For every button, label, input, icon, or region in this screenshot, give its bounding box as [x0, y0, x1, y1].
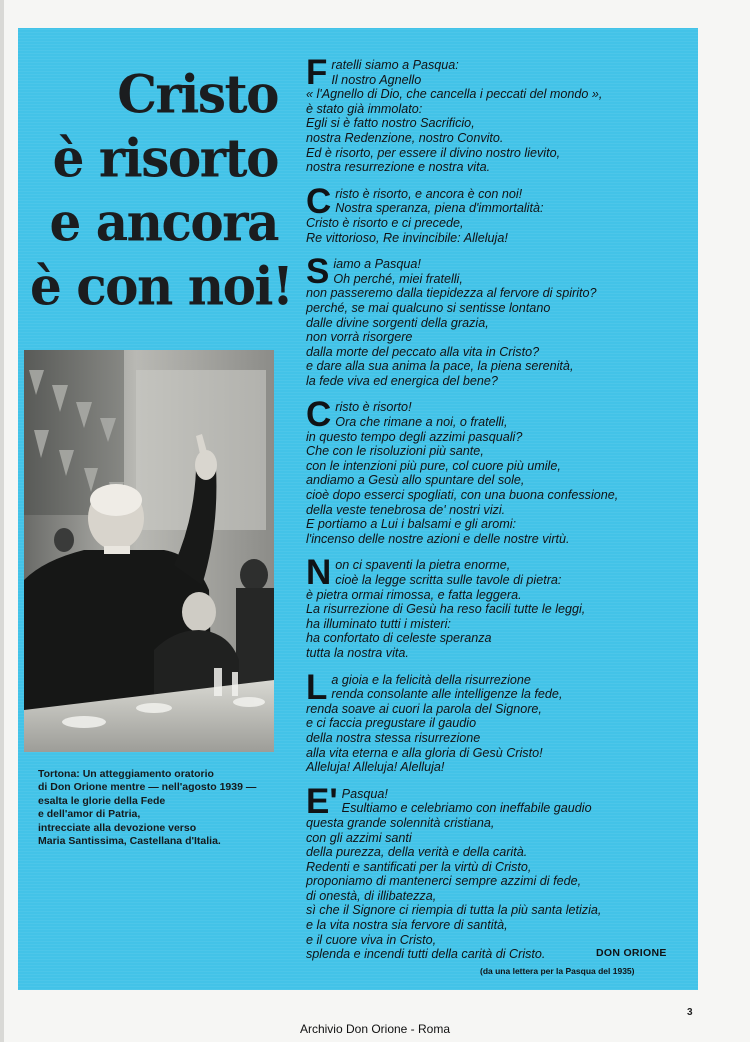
- stanza-line: Nostra speranza, piena d'immortalità:: [335, 201, 544, 216]
- stanza-line: della purezza, della verità e della carità.: [306, 845, 528, 860]
- archive-footer: Archivio Don Orione - Roma: [299, 1022, 451, 1036]
- stanza-line: on ci spaventi la pietra enorme,: [335, 558, 511, 573]
- stanza-line: e dare alla sua anima la pace, la piena serenità,: [306, 359, 574, 374]
- headline-line: è con noi!: [30, 255, 293, 318]
- stanza-line: La risurrezione di Gesù ha reso facili tutte le leggi,: [306, 602, 586, 617]
- stanza-line: ha illuminato tutti i misteri:: [306, 616, 451, 631]
- caption-line: di Don Orione mentre — nell'agosto 1939 —: [38, 781, 257, 794]
- stanza-line: proponiamo di mantenerci sempre azzimi di fede,: [306, 874, 582, 889]
- stanza-line: è pietra ormai rimossa, e fatta leggera.: [306, 587, 522, 602]
- stanza-line: Il nostro Agnello: [331, 72, 422, 87]
- stanza-line: alla vita eterna e alla gloria di Gesù Cristo!: [306, 745, 543, 760]
- stanza-line: renda consolante alle intelligenze la fede,: [331, 687, 563, 702]
- stanza-line: risto è risorto!: [335, 400, 412, 415]
- stanza-line: E portiamo a Lui i balsami e gli aromi:: [306, 517, 516, 532]
- stanza-line: e ci faccia pregustare il gaudio: [306, 716, 477, 731]
- stanza-line: e la vita nostra sia fervore di santità,: [306, 918, 508, 933]
- drop-cap: N: [306, 553, 332, 593]
- stanza-line: cioè dopo esserci spogliati, con una buona confessione,: [306, 488, 619, 503]
- stanza: [306, 252, 696, 388]
- stanza-line: Re vittorioso, Re invincibile: Alleluja!: [306, 230, 508, 245]
- drop-cap: C: [306, 181, 332, 221]
- stanza-line: della veste tenebrosa de' nostri vizi.: [306, 502, 506, 517]
- stanza-line: questa grande solennità cristiana,: [306, 815, 495, 830]
- caption-line: Maria Santissima, Castellana d'Italia.: [38, 835, 221, 848]
- stanza-line: Pasqua!: [341, 786, 388, 801]
- stanza-line: non passeremo dalla tiepidezza al fervore di spirito?: [306, 286, 597, 301]
- stanza-line: risto è risorto, e ancora è con noi!: [335, 186, 523, 201]
- stanza-line: l'incenso delle nostre azioni e delle nostre virtù.: [306, 531, 570, 546]
- stanza-line: Cristo è risorto e ci precede,: [306, 215, 464, 230]
- drop-cap: L: [306, 667, 328, 707]
- drop-cap: S: [306, 252, 330, 292]
- stanza-line: renda soave ai cuori la parola del Signore,: [306, 701, 542, 716]
- stanza-line: cioè la legge scritta sulle tavole di pietra:: [335, 573, 562, 587]
- stanza-line: con le intenzioni più pure, col cuore più umile,: [306, 458, 561, 473]
- poem-column: [306, 53, 696, 974]
- drop-cap: F: [306, 53, 328, 92]
- caption-line: intrecciate alla devozione verso: [38, 821, 197, 834]
- stanza-line: a gioia e la felicità della risurrezione: [331, 672, 531, 687]
- photo-don-orione-icon: [24, 350, 274, 752]
- stanza-line: splenda e incendi tutti della carità di Cristo.: [306, 947, 546, 962]
- stanza-line: della nostra stessa risurrezione: [306, 730, 481, 745]
- stanza-line: Redenti e santificati per la virtù di Cristo,: [306, 859, 532, 874]
- caption-line: e dell'amor di Patria,: [38, 808, 141, 821]
- stanza-line: Oh perché, miei fratelli,: [333, 271, 463, 286]
- caption-line: Tortona: Un atteggiamento oratorio: [38, 768, 214, 780]
- headline-line: è risorto: [52, 127, 278, 190]
- stanza-line: non vorrà risorgere: [306, 330, 413, 345]
- stanza: [306, 553, 696, 660]
- stanza-line: di onestà, di illibatezza,: [306, 888, 437, 903]
- stanza-line: Esultiamo e celebriamo con ineffabile gaudio: [341, 801, 592, 816]
- signature: DON ORIONE: [596, 947, 667, 959]
- photo-don-orione: [24, 350, 274, 752]
- stanza-line: e il cuore viva in Cristo,: [306, 932, 437, 947]
- drop-cap: C: [306, 395, 332, 435]
- stanza: [306, 395, 696, 546]
- stanza-line: sì che il Signore ci riempia di tutta la più santa letizia,: [306, 903, 602, 918]
- stanza-line: iamo a Pasqua!: [333, 257, 421, 272]
- stanza-line: Ora che rimane a noi, o fratelli,: [335, 415, 508, 430]
- stanza-line: in questo tempo degli azzimi pasquali?: [306, 429, 523, 444]
- stanza-line: con gli azzimi santi: [306, 830, 412, 845]
- caption-line: esalta le glorie della Fede: [38, 794, 166, 807]
- headline-line: Cristo: [117, 63, 278, 125]
- stanza-line: nostra resurrezione e nostra vita.: [306, 160, 491, 175]
- stanza-line: la fede viva ed energica del bene?: [306, 373, 498, 388]
- stanza-line: è stato già immolato:: [306, 101, 423, 116]
- stanza-line: ha confortato di celeste speranza: [306, 631, 492, 646]
- stanza-line: « l'Agnello di Dio, che cancella i peccati del mondo »,: [306, 87, 603, 102]
- source-note: (da una lettera per la Pasqua del 1935): [480, 966, 635, 976]
- stanza: [306, 667, 696, 775]
- stanza-line: dalla morte del peccato alla vita in Cristo?: [306, 344, 540, 359]
- stanza-line: Ed è risorto, per essere il divino nostro lievito,: [306, 145, 561, 160]
- stanza-line: Alleluja! Alleluja! Alelluja!: [306, 760, 445, 775]
- page-edge: [0, 0, 4, 1042]
- stanza-line: dalle divine sorgenti della grazia,: [306, 315, 489, 330]
- photo-caption: [38, 768, 278, 848]
- stanza: [306, 53, 696, 175]
- stanza: [306, 181, 696, 245]
- page-number: 3: [687, 1007, 693, 1018]
- stanza-line: Che con le risoluzioni più sante,: [306, 444, 484, 459]
- stanza-line: Egli si è fatto nostro Sacrificio,: [306, 116, 475, 131]
- stanza: [306, 781, 696, 962]
- stanza-line: perché, se mai qualcuno si sentisse lontano: [306, 300, 551, 315]
- headline: [30, 62, 293, 318]
- headline-line: e ancora: [49, 191, 278, 254]
- drop-cap: E': [306, 781, 338, 821]
- stanza-line: andiamo a Gesù allo spuntare del sole,: [306, 473, 525, 488]
- stanza-line: tutta la nostra vita.: [306, 645, 409, 660]
- stanza-line: nostra Redenzione, nostro Convito.: [306, 130, 504, 145]
- stanza-line: ratelli siamo a Pasqua:: [331, 58, 459, 72]
